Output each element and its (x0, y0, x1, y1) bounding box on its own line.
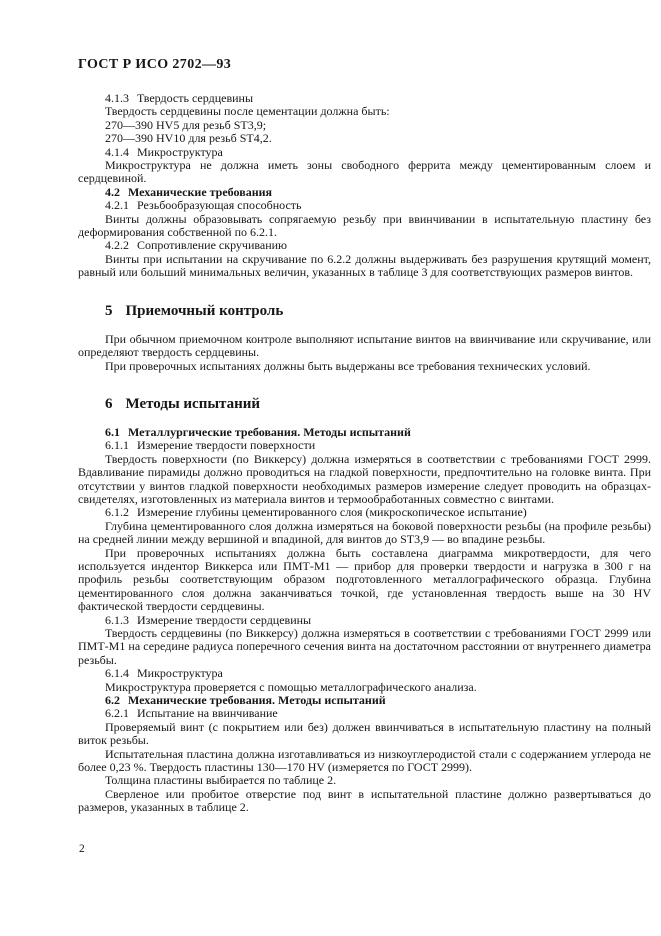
clause-title: Твердость сердцевины (137, 91, 254, 105)
clause-line (78, 614, 651, 627)
subsection-heading (78, 426, 651, 439)
clause-number: 6.1 (105, 424, 120, 439)
clause-line (78, 239, 651, 252)
clause-number: 6 (105, 395, 113, 412)
clause-title: Микроструктура (137, 666, 223, 681)
paragraph: Глубина цементированного слоя должна измеряться на боковой поверхности резьбы (на профиле резьбы) на средней линии между вершиной и впадиной, для винтов до ST3,9 — во впадине резьбы. (78, 518, 651, 547)
paragraph: Толщина пластины выбирается по таблице 2. (105, 773, 337, 788)
clause-title: Измерение твердости поверхности (137, 438, 316, 453)
clause-title: Измерение твердости сердцевины (137, 612, 312, 627)
clause-number: 6.2.1 (105, 706, 129, 721)
clause-line (78, 146, 651, 159)
clause-line (78, 707, 651, 720)
paragraph: Микроструктура не должна иметь зоны свободного феррита между цементированным слоем и сердцевиной. (78, 158, 651, 186)
clause-title: Резьбообразующая способность (137, 198, 302, 213)
clause-number: 5 (105, 302, 113, 319)
paragraph: Твердость поверхности (по Виккерсу) должна измеряться в соответствии с требованиями ГОСТ 2999. Вдавливание пирамиды должно проводиться на гладкой поверхности, предпочтительно на головке винта. При отсутствии у винтов гладкой поверхности необходимых размеров измерение следует проводить на образцах-свидетелях, изготовленных из материала винтов и термообработанных совместно с винтами. (78, 451, 651, 506)
clause-title: Механические требования. Методы испытаний (128, 693, 386, 708)
clause-line (78, 506, 651, 519)
clause-title: Металлургические требования. Методы испытаний (128, 424, 411, 439)
paragraph: Проверяемый винт (с покрытием или без) должен ввинчиваться в испытательную пластину на полный виток резьбы. (78, 719, 651, 748)
clause-title: Испытание на ввинчивание (137, 706, 278, 721)
paragraph: 270—390 HV10 для резьб ST4,2. (105, 131, 272, 146)
subsection-heading (78, 694, 651, 707)
clause-number: 6.1.2 (105, 505, 129, 520)
paragraph: Твердость сердцевины после цементации должна быть: (105, 104, 390, 119)
clause-title: Механические требования (128, 184, 273, 199)
clause-line (78, 199, 651, 212)
clause-number: 4.1.4 (105, 144, 129, 159)
paragraph: Винты должны образовывать сопрягаемую резьбу при ввинчивании в испытательную пластину без деформирования собственной по 6.2.1. (78, 211, 651, 240)
paragraph: 270—390 HV5 для резьб ST3,9; (105, 117, 267, 132)
clause-number: 4.2.1 (105, 198, 129, 213)
clause-line (78, 439, 651, 452)
clause-title: Измерение глубины цементированного слоя (микроскопическое испытание) (137, 505, 527, 520)
clause-title: Сопротивление скручиванию (137, 238, 288, 253)
clause-number: 6.1.4 (105, 666, 129, 681)
paragraph: При проверочных испытаниях должна быть составлена диаграмма микротвердости, для чего используется индентор Виккерса или ПМТ-М1 — прибор для проверки твердости и нагрузка в 300 г на профиль резьбы соответствующим образом подготовленного металлографического образца. Глубина цементированного слоя должна заканчиваться точкой, где установленная твердость выше на 30 HV фактической твердости сердцевины. (78, 545, 651, 614)
paragraph: Испытательная пластина должна изготавливаться из низкоуглеродистой стали с содержанием углерода не более 0,23 %. Твердость пластины 130—170 HV (измеряется по ГОСТ 2999). (78, 746, 651, 775)
document-code: ГОСТ Р ИСО 2702—93 (78, 57, 232, 72)
clause-number: 4.2 (105, 184, 120, 199)
clause-number: 4.1.3 (105, 91, 129, 105)
clause-title: Микроструктура (137, 144, 223, 159)
section-heading (78, 302, 651, 321)
paragraph: При проверочных испытаниях должны быть выдержаны все требования технических условий. (105, 358, 591, 373)
paragraph: Твердость сердцевины (по Виккерсу) должна измеряться в соответствии с требованиями ГОСТ 2999 или ПМТ-М1 на середине радиуса поперечного сечения винта на достаточном расстоянии от внутреннего диаметра резьбы. (78, 626, 651, 667)
page-number: 2 (79, 843, 85, 855)
clause-line (78, 667, 651, 680)
clause-title: Приемочный контроль (125, 302, 284, 319)
document-content (78, 92, 651, 815)
paragraph: Сверленое или пробитое отверстие под винт в испытательной пластине должно развертываться до размеров, указанных в таблице 2. (78, 786, 651, 815)
clause-number: 6.1.3 (105, 612, 129, 627)
clause-number: 6.1.1 (105, 438, 129, 453)
paragraph: Винты при испытании на скручивание по 6.2.2 должны выдерживать без разрушения крутящий момент, равный или больший минимальных величин, указанных в таблице 3 для соответствующих размеров винтов. (78, 251, 651, 280)
subsection-heading (78, 186, 651, 199)
clause-title: Методы испытаний (125, 395, 261, 412)
clause-number: 6.2 (105, 693, 120, 708)
paragraph: При обычном приемочном контроле выполняют испытание винтов на ввинчивание или скручивание, или определяют твердость сердцевины. (78, 331, 651, 360)
clause-number: 4.2.2 (105, 238, 129, 253)
paragraph: Микроструктура проверяется с помощью металлографического анализа. (105, 679, 477, 694)
clause-line (78, 92, 651, 105)
section-heading (78, 395, 651, 414)
